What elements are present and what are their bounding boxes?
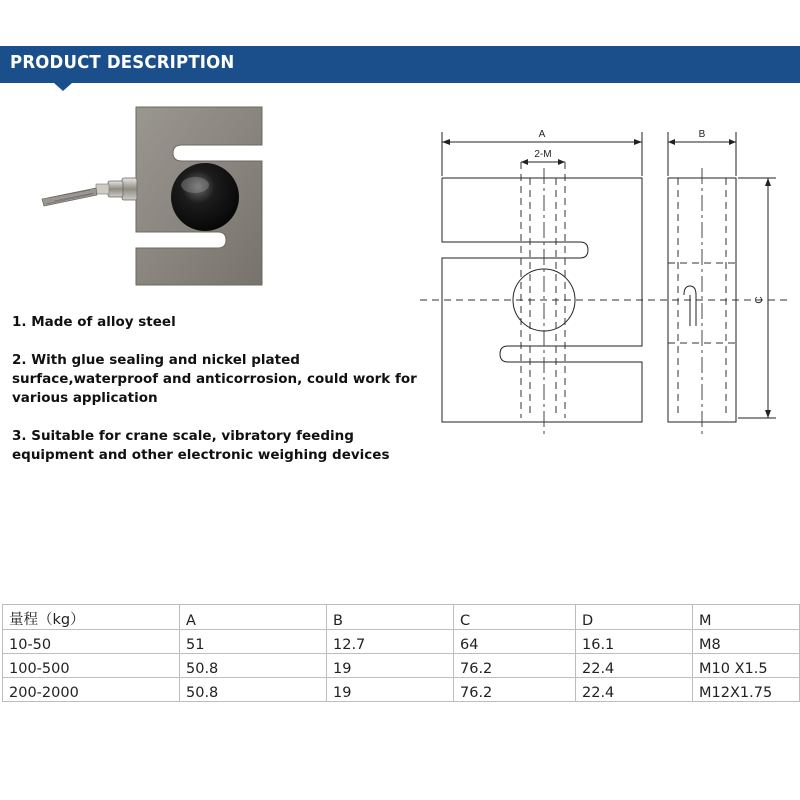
dim-b-label: B	[698, 129, 706, 140]
table-cell: 22.4	[576, 678, 693, 702]
table-cell: M10 X1.5	[693, 654, 800, 678]
table-header-row	[3, 605, 800, 630]
table-cell: 10-50	[3, 630, 180, 654]
feature-item: 2. With glue sealing and nickel plated surface,waterproof and anticorrosion, could work for various application	[12, 352, 417, 406]
table-cell: 100-500	[3, 654, 180, 678]
table-cell: 22.4	[576, 654, 693, 678]
header-cell: 量程（kg）	[3, 605, 180, 630]
table-cell: 19	[327, 678, 454, 702]
header-cell: A	[180, 605, 327, 630]
dim-a-label: A	[538, 129, 546, 140]
feature-item: 1. Made of alloy steel	[12, 314, 176, 330]
table-row	[3, 678, 800, 702]
table-cell: 64	[454, 630, 576, 654]
table-cell: M12X1.75	[693, 678, 800, 702]
dim-2m-label: 2-M	[534, 149, 552, 160]
table-cell: 19	[327, 654, 454, 678]
header-cell: D	[576, 605, 693, 630]
feature-item: 3. Suitable for crane scale, vibratory feeding equipment and other electronic weighing devices	[12, 428, 390, 463]
feature-list	[12, 313, 432, 484]
table-cell: 12.7	[327, 630, 454, 654]
header-cell: B	[327, 605, 454, 630]
table-cell: M8	[693, 630, 800, 654]
table-cell: 50.8	[180, 654, 327, 678]
table-row	[3, 630, 800, 654]
page-title: PRODUCT DESCRIPTION	[10, 52, 235, 73]
table-cell: 200-2000	[3, 678, 180, 702]
table-row	[3, 654, 800, 678]
product-photo	[40, 105, 270, 290]
spec-table	[2, 604, 800, 702]
dim-c-label: C	[754, 296, 765, 304]
table-cell: 51	[180, 630, 327, 654]
table-cell: 76.2	[454, 678, 576, 702]
banner-notch	[54, 83, 72, 91]
table-cell: 16.1	[576, 630, 693, 654]
table-cell: 50.8	[180, 678, 327, 702]
table-cell: 76.2	[454, 654, 576, 678]
header-cell: M	[693, 605, 800, 630]
dimension-drawing	[420, 118, 800, 438]
header-cell: C	[454, 605, 576, 630]
